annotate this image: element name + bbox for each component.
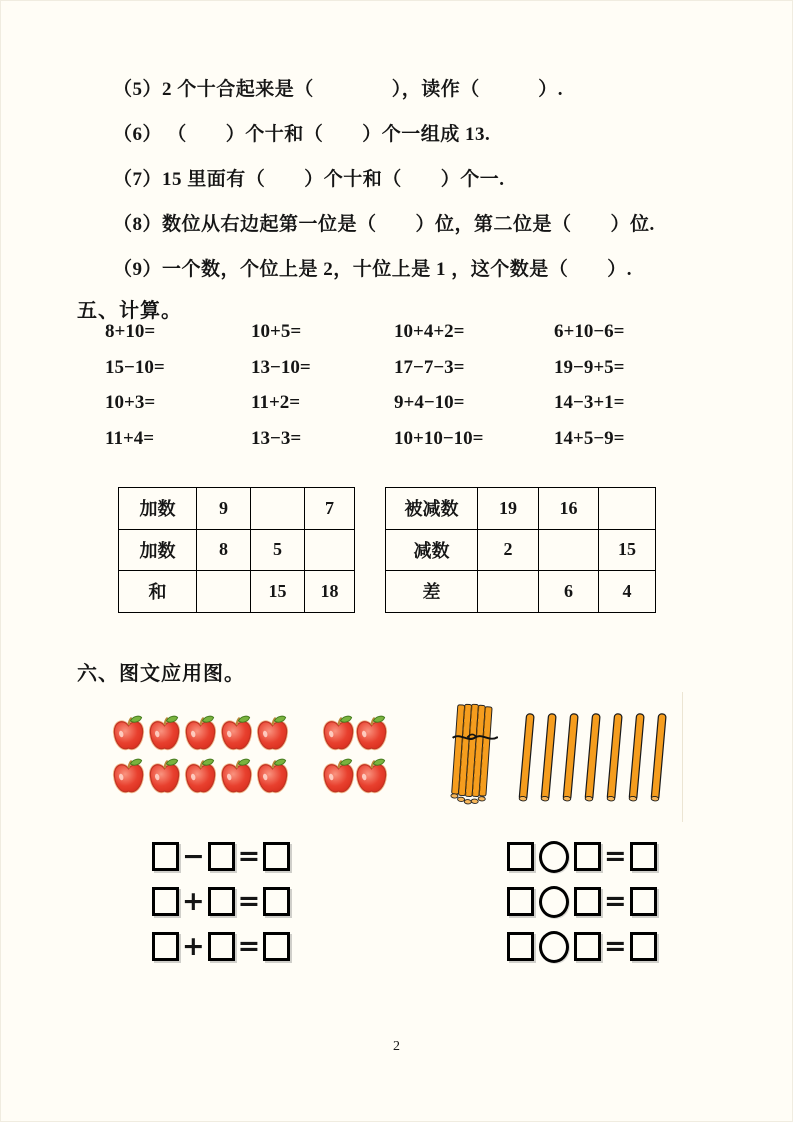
question-8: （8）数位从右边起第一位是（ ）位，第二位是（ ）位. bbox=[113, 214, 655, 235]
answer-box bbox=[507, 887, 534, 916]
question-6: （6） （ ）个十和（ ）个一组成 13. bbox=[113, 124, 491, 145]
stick-icon bbox=[583, 711, 603, 805]
row-header-cell: 加数 bbox=[119, 529, 197, 571]
row-header-cell: 加数 bbox=[119, 488, 197, 530]
apple-icon bbox=[322, 713, 355, 753]
equation-row bbox=[152, 886, 290, 917]
question-7: （7）15 里面有（ ）个十和（ ）个一. bbox=[113, 169, 505, 190]
answer-box bbox=[507, 842, 534, 871]
apple-icon bbox=[355, 756, 388, 796]
calc-expression: 10+3= bbox=[105, 392, 156, 414]
image-edge-line bbox=[682, 692, 683, 822]
operator: = bbox=[604, 886, 627, 917]
equation-row bbox=[507, 931, 657, 962]
calc-expression: 11+4= bbox=[105, 427, 155, 449]
answer-box bbox=[630, 887, 657, 916]
equation-row bbox=[152, 931, 290, 962]
apple-icon bbox=[112, 756, 145, 796]
row-header-cell: 差 bbox=[386, 571, 478, 613]
equation-row bbox=[507, 841, 657, 872]
apple-icon bbox=[112, 713, 145, 753]
apple-icon bbox=[256, 756, 289, 796]
calc-expression: 13−3= bbox=[251, 427, 302, 449]
calc-expression: 10+10−10= bbox=[394, 427, 484, 449]
stick-icon bbox=[605, 711, 625, 805]
calc-expression: 17−7−3= bbox=[394, 356, 465, 378]
apple-group-right bbox=[322, 713, 388, 799]
value-cell bbox=[478, 571, 539, 613]
apple-icon bbox=[256, 713, 289, 753]
operator: = bbox=[237, 886, 261, 917]
equations-right bbox=[507, 841, 657, 962]
apple-icon bbox=[220, 756, 253, 796]
question-9: （9）一个数，个位上是 2，十位上是 1 ，这个数是（ ）. bbox=[113, 259, 633, 280]
calc-expression: 14−3+1= bbox=[554, 392, 625, 414]
answer-box bbox=[574, 842, 601, 871]
operator: + bbox=[182, 931, 205, 962]
single-sticks bbox=[517, 711, 669, 805]
value-cell bbox=[197, 571, 251, 613]
operator: = bbox=[604, 841, 627, 872]
value-cell: 9 bbox=[197, 488, 251, 530]
table-row bbox=[386, 488, 656, 530]
apple-icon bbox=[220, 713, 253, 753]
calc-expression: 13−10= bbox=[251, 356, 311, 378]
answer-box bbox=[630, 932, 657, 961]
answer-box bbox=[208, 842, 235, 871]
answer-box bbox=[263, 932, 290, 961]
table-row bbox=[386, 571, 656, 613]
apple-icon bbox=[148, 713, 181, 753]
calc-expression: 14+5−9= bbox=[554, 427, 625, 449]
operator-circle bbox=[539, 886, 569, 918]
value-cell: 2 bbox=[478, 529, 539, 571]
answer-box bbox=[574, 887, 601, 916]
answer-box bbox=[208, 932, 235, 961]
calc-expression: 9+4−10= bbox=[394, 392, 465, 414]
calc-expression: 15−10= bbox=[105, 356, 165, 378]
value-cell bbox=[599, 488, 656, 530]
calc-expression: 8+10= bbox=[105, 321, 156, 342]
calc-expression: 6+10−6= bbox=[554, 321, 625, 342]
stick-icon bbox=[561, 711, 581, 805]
stick-icon bbox=[517, 711, 537, 805]
question-5: （5）2 个十合起来是（ ），读作（ ）. bbox=[113, 79, 564, 100]
section-five-heading: 五、计算。 bbox=[77, 300, 182, 322]
equation-row bbox=[152, 841, 290, 872]
page-number: 2 bbox=[393, 1039, 400, 1054]
apple-icon bbox=[148, 756, 181, 796]
table-row bbox=[119, 529, 355, 571]
stick-icon bbox=[627, 711, 647, 805]
answer-box bbox=[263, 887, 290, 916]
table-row bbox=[119, 571, 355, 613]
value-cell: 5 bbox=[251, 529, 305, 571]
answer-box bbox=[152, 887, 179, 916]
operator: − bbox=[182, 841, 205, 872]
answer-box bbox=[152, 842, 179, 871]
value-cell: 6 bbox=[539, 571, 599, 613]
calc-expression: 11+2= bbox=[251, 392, 301, 414]
value-cell: 15 bbox=[251, 571, 305, 613]
value-cell bbox=[539, 529, 599, 571]
table-row bbox=[119, 488, 355, 530]
apple-icon bbox=[184, 756, 217, 796]
answer-box bbox=[630, 842, 657, 871]
answer-box bbox=[507, 932, 534, 961]
operator: = bbox=[237, 931, 261, 962]
operator: = bbox=[237, 841, 261, 872]
calculation-grid bbox=[105, 321, 714, 463]
value-cell: 18 bbox=[305, 571, 355, 613]
value-cell bbox=[251, 488, 305, 530]
value-cell: 8 bbox=[197, 529, 251, 571]
calc-expression: 10+4+2= bbox=[394, 321, 465, 342]
operator: + bbox=[182, 886, 205, 917]
operator: = bbox=[604, 931, 627, 962]
value-cell bbox=[305, 529, 355, 571]
table-row bbox=[386, 529, 656, 571]
apple-icon bbox=[322, 756, 355, 796]
calc-expression: 10+5= bbox=[251, 321, 302, 342]
answer-box bbox=[574, 932, 601, 961]
stick-icon bbox=[539, 711, 559, 805]
addition-table bbox=[118, 487, 355, 613]
stick-bundle-icon bbox=[450, 703, 498, 807]
apple-icon bbox=[184, 713, 217, 753]
stick-icon bbox=[649, 711, 669, 805]
value-cell: 16 bbox=[539, 488, 599, 530]
equations-left bbox=[152, 841, 290, 962]
value-cell: 19 bbox=[478, 488, 539, 530]
equation-row bbox=[507, 886, 657, 917]
answer-box bbox=[208, 887, 235, 916]
value-cell: 7 bbox=[305, 488, 355, 530]
operator-circle bbox=[539, 931, 569, 963]
operator-circle bbox=[539, 841, 569, 873]
section-six-heading: 六、图文应用图。 bbox=[77, 663, 245, 685]
row-header-cell: 和 bbox=[119, 571, 197, 613]
answer-box bbox=[152, 932, 179, 961]
row-header-cell: 被减数 bbox=[386, 488, 478, 530]
apple-icon bbox=[355, 713, 388, 753]
calc-expression: 19−9+5= bbox=[554, 356, 625, 378]
subtraction-table bbox=[385, 487, 656, 613]
answer-box bbox=[263, 842, 290, 871]
value-cell: 15 bbox=[599, 529, 656, 571]
row-header-cell: 减数 bbox=[386, 529, 478, 571]
apple-group-left bbox=[112, 713, 292, 799]
value-cell: 4 bbox=[599, 571, 656, 613]
